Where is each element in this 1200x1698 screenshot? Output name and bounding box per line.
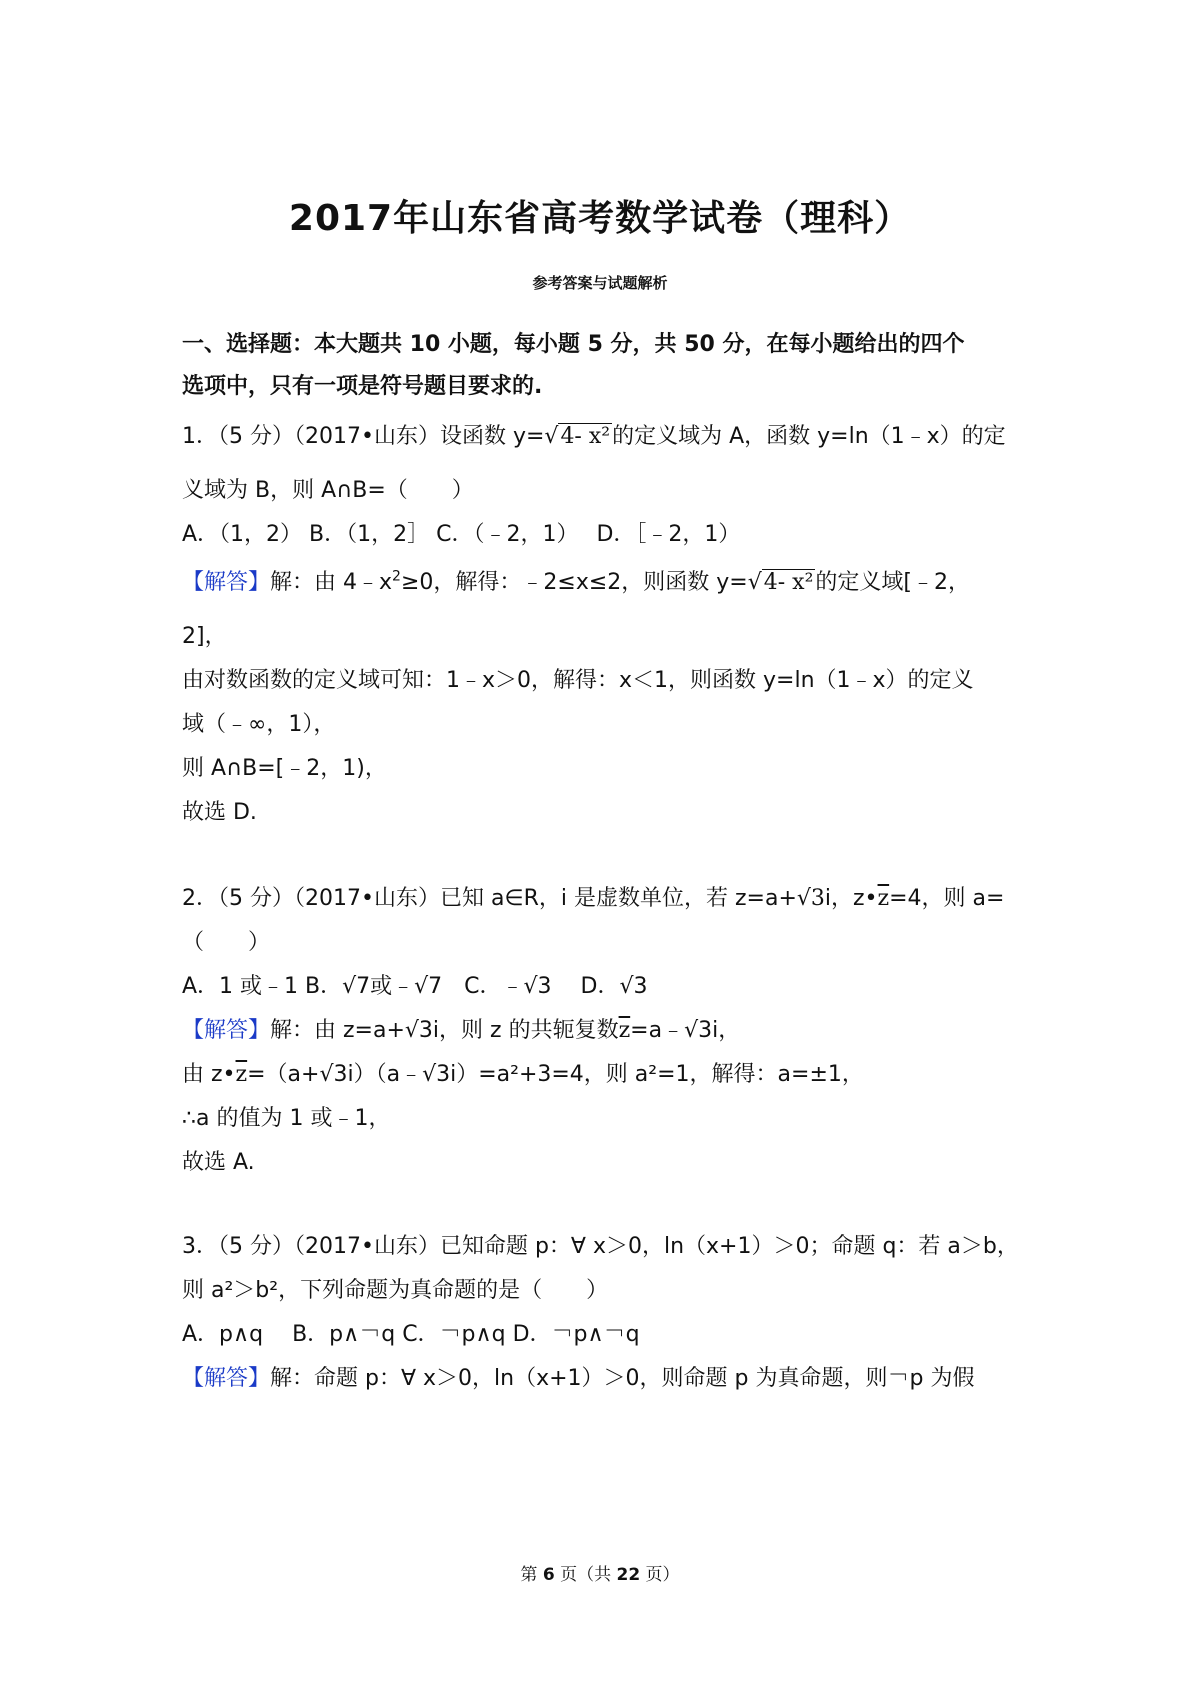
q1-sol-sqrt-expr: 4- x² [763,570,814,595]
q1-solution-line5: 则 A∩B=[﹣2，1)， [182,756,387,781]
footer-pre: 第 [520,1565,543,1585]
q1-solution-line4: 域（﹣∞，1）， [182,712,336,737]
q1-solution-line1 [182,568,1042,598]
q2-sol2-zbar: $\overline{z}$ [235,1062,248,1087]
q3-sol1: 解：命题 p：∀ x＞0，ln（x+1）＞0，则命题 p 为真命题，则￢p 为假 [270,1366,975,1391]
q3-stem: 3．（5 分）（2017•山东）已知命题 p：∀ x＞0，ln（x+1）＞0；命题 q：若 a＞b， [182,1234,1019,1259]
page-footer [0,1560,1200,1585]
q3-solution-line1 [182,1364,1042,1394]
q2-answer-tag: 【解答】 [182,1018,271,1043]
q2-stem-line2: （ ） [182,930,271,955]
footer-total-pages: 22 [616,1565,641,1585]
q1-stem-a: 1．（5 分）（2017•山东）设函数 y= [182,424,545,449]
q1-stem-b: 的定义域为 A，函数 y=ln（1﹣x）的定 [612,424,1006,449]
q1-sol1-sup: 2 [392,568,401,585]
q2-sol2-a: 由 z• [182,1062,236,1087]
page-title: 2017年山东省高考数学试卷（理科） [288,198,912,239]
q1-solution-line3: 由对数函数的定义域可知：1﹣x＞0，解得：x＜1，则函数 y=ln（1﹣x）的定义 [182,668,974,693]
q1-stem-line2: 义域为 B，则 A∩B=（ ） [182,478,474,503]
q2-solution-line3: ∴a 的值为 1 或﹣1， [182,1106,391,1131]
q2-sol1-b: =a﹣√3i， [630,1018,741,1043]
footer-post: 页） [640,1565,680,1585]
q2-solution-line4: 故选 A. [182,1150,255,1175]
q1-sol1-c: 的定义域[﹣2， [815,570,970,595]
q2-sol1-zbar: $\overline{z}$ [618,1018,631,1043]
page-subtitle: 参考答案与试题解析 [532,274,668,292]
q2-sol2-b: =（a+√3i）（a﹣√3i）=a²+3=4，则 a²=1，解得：a=±1， [247,1062,864,1087]
q2-sol1: 解：由 z=a+√3i，则 z 的共轭复数 [270,1018,619,1043]
q3-options: A．p∧q B．p∧￢q C．￢p∧q D．￢p∧￢q [182,1322,640,1347]
q2-stem [182,884,1042,914]
q1-answer-tag: 【解答】 [182,570,271,595]
q1-stem [182,422,1042,452]
q2-stem-sqrt: √3 [796,886,825,911]
q2-zbar: $\overline{z}$ [877,886,890,911]
footer-page-number: 6 [542,1565,555,1585]
q2-options: A．1 或﹣1 B．√7或﹣√7 C．﹣√3 D．√3 [182,974,648,999]
q1-sol1-b: ≥0，解得：﹣2≤x≤2，则函数 y= [400,570,748,595]
q2-stem-b: i，z• [824,886,878,911]
q2-stem-a: 2．（5 分）（2017•山东）已知 a∈R，i 是虚数单位，若 z=a+ [182,886,797,911]
q1-solution-line6: 故选 D. [182,800,257,825]
section-heading-line1: 一、选择题：本大题共 10 小题，每小题 5 分，共 50 分，在每小题给出的四个 [182,332,965,357]
q3-answer-tag: 【解答】 [182,1366,271,1391]
sqrt-symbol: √ [747,570,762,595]
sqrt-symbol: √ [544,424,559,449]
q3-stem-line2: 则 a²＞b²，下列命题为真命题的是（ ） [182,1278,609,1303]
section-heading-line2: 选项中，只有一项是符号题目要求的. [182,374,543,399]
footer-mid: 页（共 [554,1565,617,1585]
q1-options: A．（1，2） B．（1，2］ C．（﹣2，1） D．［﹣2，1） [182,522,741,547]
q2-solution-line2 [182,1060,1042,1090]
q2-solution-line1 [182,1016,1042,1046]
q1-solution-line2: 2]， [182,624,227,649]
q1-sqrt-expr: 4- x² [560,424,611,449]
q1-sol1-a: 解：由 4﹣x [270,570,393,595]
q2-stem-c: =4，则 a= [889,886,1005,911]
